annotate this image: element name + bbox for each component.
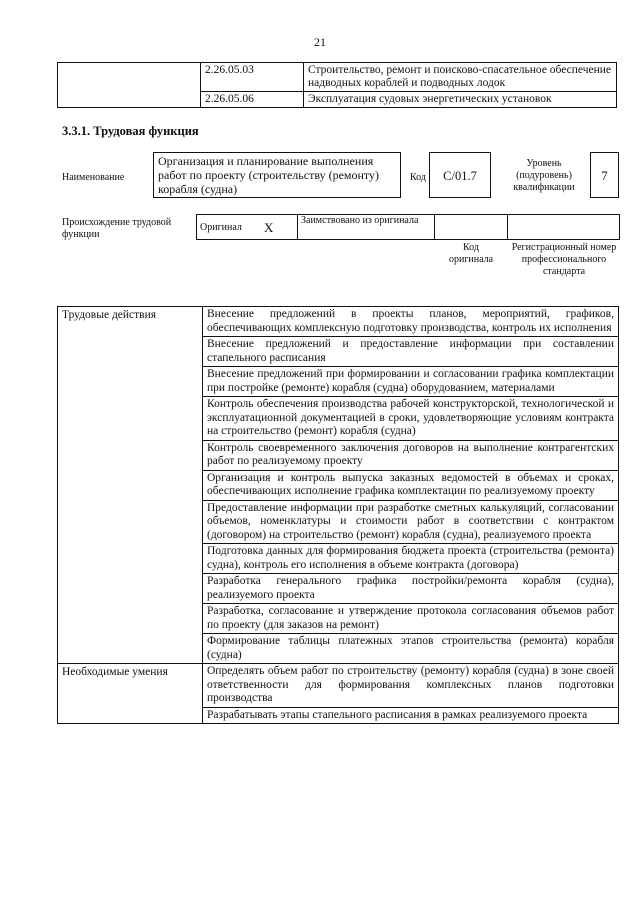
code-label: Код (410, 172, 426, 183)
section-title-cell: Трудовые действия (58, 307, 203, 664)
list-item: Определять объем работ по строительству (ремонту) корабля (судна) в зоне своей ответственности для формирования комплексных планов подготовки производства (203, 664, 619, 708)
origin-table (196, 214, 620, 240)
labor-function-table (57, 306, 619, 724)
table-row (58, 63, 617, 92)
text-cell: Строительство, ремонт и поисково-спасательное обеспечение надводных кораблей и подводных лодок (304, 63, 617, 92)
list-item: Контроль обеспечения производства рабочей конструкторской, технологической и эксплуатационной документацией в сроки, удовлетворяющие условиям контракта на строительство (ремонт) корабля (судна) (203, 397, 619, 441)
level-label: Уровень (подуровень) квалификации (513, 158, 575, 193)
reg-number-caption: Регистрационный номер профессионального стандарта (511, 242, 617, 277)
list-item: Внесение предложений в проекты планов, мероприятий, графиков, обеспечивающих комплексную подготовку производства, контроль их исполнения (203, 307, 619, 337)
list-item: Предоставление информации при разработке сметных калькуляций, согласовании объемов, номенклатуры и стоимости работ в соответствии с контрактом (договором) на строительство (ремонт) корабля (судна), реализуемого проекта (203, 500, 619, 544)
section-title: 3.3.1. Трудовая функция (62, 124, 199, 138)
text-cell: Эксплуатация судовых энергетических установок (304, 92, 617, 108)
code-original-cell (435, 215, 508, 240)
list-item: Контроль своевременного заключения договоров на выполнение контрагентских работ по реализуемому проекту (203, 440, 619, 470)
list-item: Организация и контроль выпуска заказных ведомостей в объемах и сроках, обеспечивающих исполнение графика комплектации по реализуемому проекту (203, 470, 619, 500)
empty-cell (58, 63, 201, 108)
table-row (58, 307, 619, 337)
code-original-caption: Код оригинала (448, 242, 494, 265)
borrowed-label: Заимствовано из оригинала (298, 215, 435, 240)
codes-table (57, 62, 617, 108)
list-item: Разрабатывать этапы стапельного расписания в рамках реализуемого проекта (203, 707, 619, 724)
level-value-box: 7 (590, 152, 619, 198)
section-title-cell: Необходимые умения (58, 664, 203, 724)
original-label: Оригинал (197, 215, 262, 240)
list-item: Разработка генерального графика постройки/ремонта корабля (судна), реализуемого проекта (203, 574, 619, 604)
original-mark: X (261, 215, 298, 240)
function-name-box: Организация и планирование выполнения работ по проекту (строительству (ремонту) корабля (судна) (153, 152, 401, 198)
function-code-box: С/01.7 (429, 152, 491, 198)
list-item: Подготовка данных для формирования бюджета проекта (строительства (ремонта) судна), контроль его исполнения в объеме контракта (договора) (203, 544, 619, 574)
page-number: 21 (314, 35, 326, 49)
list-item: Разработка, согласование и утверждение протокола согласования объемов работ по проекту (для заказов на ремонт) (203, 604, 619, 634)
list-item: Внесение предложений и предоставление информации при составлении стапельного расписания (203, 337, 619, 367)
reg-number-cell (508, 215, 620, 240)
table-row (197, 215, 620, 240)
code-cell: 2.26.05.03 (201, 63, 304, 92)
table-row (58, 664, 619, 708)
name-label: Наименование (62, 172, 125, 183)
list-item: Формирование таблицы платежных этапов строительства (ремонта) корабля (судна) (203, 634, 619, 664)
list-item: Внесение предложений при формировании и согласовании графика комплектации при постройке (ремонте) корабля (судна) оборудованием, материалами (203, 367, 619, 397)
code-cell: 2.26.05.06 (201, 92, 304, 108)
origin-label: Происхождение трудовой функции (62, 217, 172, 240)
